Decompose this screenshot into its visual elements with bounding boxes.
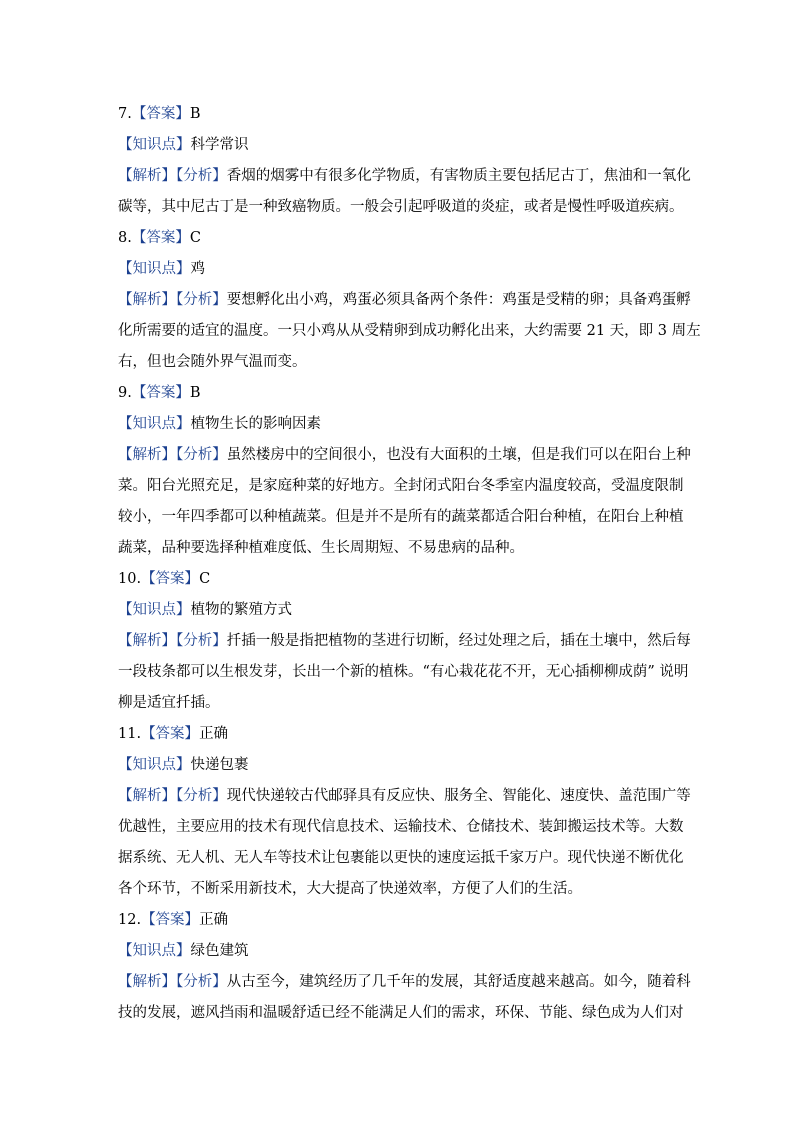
analysis-line [118,657,689,688]
knowledge-line [118,254,684,285]
analysis-line [118,843,684,874]
answer-tag: 【答案】 [131,230,190,246]
analysis-line [118,626,691,657]
knowledge-value: 科学常识 [190,137,249,153]
question-number: 7. [118,106,132,122]
knowledge-line [118,595,684,626]
analysis-line [118,533,684,564]
question-9 [118,378,691,564]
analysis-tag: 【解析】【分析】 [118,168,227,184]
analysis-line [118,161,691,192]
analysis-line [118,440,691,471]
analysis-line [118,192,684,223]
answer-line [118,99,684,130]
analysis-line [118,285,691,316]
knowledge-tag: 【知识点】 [118,261,191,277]
analysis-tag: 【解析】【分析】 [118,447,227,463]
analysis-tag: 【解析】【分析】 [118,974,227,990]
analysis-text: 虽然楼房中的空间很小，也没有大面积的土壤，但是我们可以在阳台上种 [226,447,691,463]
analysis-line [118,781,691,812]
question-number: 9. [118,385,132,401]
analysis-text: 要想孵化出小鸡，鸡蛋必须具备两个条件：鸡蛋是受精的卵；具备鸡蛋孵 [226,292,691,308]
analysis-text: 碳等，其中尼古丁是一种致癌物质。一般会引起呼吸道的炎症，或者是慢性呼吸道疾病。 [118,199,684,215]
question-number: 8. [118,230,132,246]
knowledge-line [118,936,684,967]
knowledge-line [118,750,684,781]
analysis-text: 扦插一般是指把植物的茎进行切断，经过处理之后，插在土壤中，然后每 [226,633,691,649]
analysis-line [118,316,701,347]
knowledge-value: 植物生长的影响因素 [190,416,321,432]
answer-line [118,719,684,750]
question-10 [118,564,691,719]
analysis-line [118,998,684,1029]
answer-value: B [189,106,201,122]
knowledge-value: 绿色建筑 [190,943,249,959]
analysis-line [118,967,691,998]
answer-tag: 【答案】 [141,571,200,587]
analysis-text: 各个环节，不断采用新技术，大大提高了快递效率，方便了人们的生活。 [118,881,582,897]
question-number: 10. [118,571,142,587]
knowledge-value: 植物的繁殖方式 [190,602,292,618]
answer-value: 正确 [199,726,229,742]
answer-tag: 【答案】 [131,385,190,401]
analysis-text: 菜。阳台光照充足，是家庭种菜的好地方。全封闭式阳台冬季室内温度较高，受温度限制 [118,478,684,494]
analysis-text: 较小，一年四季都可以种植蔬菜。但是并不是所有的蔬菜都适合阳台种植，在阳台上种植 [118,509,684,525]
analysis-line [118,688,684,719]
knowledge-line [118,130,684,161]
question-number: 11. [118,726,142,742]
analysis-text: 从古至今，建筑经历了几千年的发展，其舒适度越来越高。如今，随着科 [226,974,691,990]
analysis-text: 右，但也会随外界气温而变。 [118,354,307,370]
analysis-text: 化所需要的适宜的温度。一只小鸡从从受精卵到成功孵化出来，大约需要 21 天，即 3 周左 [118,323,701,339]
answer-tag: 【答案】 [141,912,200,928]
answer-line [118,905,684,936]
question-number: 12. [118,912,142,928]
knowledge-value: 快递包裹 [190,757,249,773]
question-12 [118,905,691,1029]
answer-line [118,223,684,254]
answer-key-content [118,99,701,1029]
answer-line [118,564,684,595]
analysis-text: 现代快递较古代邮驿具有反应快、服务全、智能化、速度快、盖范围广等 [226,788,691,804]
question-7 [118,99,691,223]
answer-tag: 【答案】 [131,106,190,122]
knowledge-tag: 【知识点】 [118,416,191,432]
analysis-text: 香烟的烟雾中有很多化学物质，有害物质主要包括尼古丁，焦油和一氧化 [226,168,691,184]
question-11 [118,719,691,905]
analysis-text: 据系统、无人机、无人车等技术让包裹能以更快的速度运抵千家万户。现代快递不断优化 [118,850,684,866]
knowledge-line [118,409,684,440]
knowledge-tag: 【知识点】 [118,757,191,773]
analysis-line [118,347,684,378]
knowledge-tag: 【知识点】 [118,602,191,618]
analysis-text: 蔬菜，品种要选择种植难度低、生长周期短、不易患病的品种。 [118,540,524,556]
analysis-tag: 【解析】【分析】 [118,292,227,308]
answer-value: C [189,230,201,246]
knowledge-tag: 【知识点】 [118,943,191,959]
analysis-line [118,502,684,533]
analysis-text: 技的发展，遮风挡雨和温暖舒适已经不能满足人们的需求，环保、节能、绿色成为人们对 [118,1005,684,1021]
answer-value: C [199,571,211,587]
analysis-tag: 【解析】【分析】 [118,633,227,649]
question-8 [118,223,701,378]
analysis-line [118,812,684,843]
analysis-line [118,874,684,905]
knowledge-tag: 【知识点】 [118,137,191,153]
analysis-text: 优越性，主要应用的技术有现代信息技术、运输技术、仓储技术、装卸搬运技术等。大数 [118,819,684,835]
analysis-text: 一段枝条都可以生根发芽，长出一个新的植株。“有心栽花花不开，无心插柳柳成荫” 说明 [118,664,689,680]
answer-value: B [189,385,201,401]
answer-value: 正确 [199,912,229,928]
analysis-line [118,471,684,502]
answer-tag: 【答案】 [141,726,200,742]
knowledge-value: 鸡 [190,261,205,277]
analysis-tag: 【解析】【分析】 [118,788,227,804]
analysis-text: 柳是适宜扦插。 [118,695,220,711]
answer-line [118,378,684,409]
